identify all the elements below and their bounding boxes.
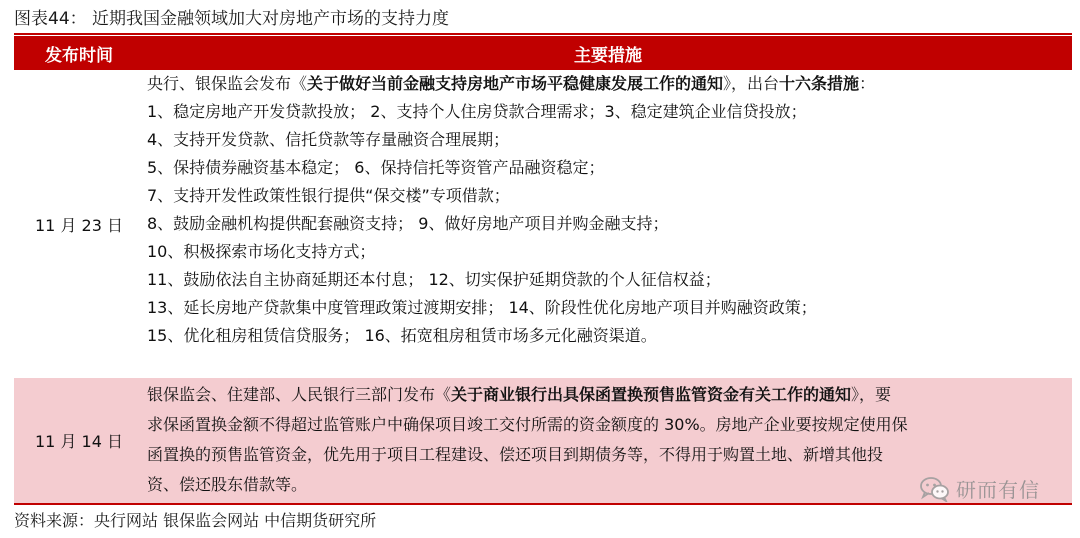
intro-text: 央行、银保监会发布《 bbox=[147, 74, 308, 93]
source-note: 资料来源：央行网站 银保监会网站 中信期货研究所 bbox=[14, 511, 377, 530]
measure-intro bbox=[147, 70, 1062, 98]
intro-text: 》，出台 bbox=[723, 74, 780, 93]
watermark bbox=[920, 474, 1040, 503]
figure-caption: 图表44： 近期我国金融领域加大对房地产市场的支持力度 bbox=[14, 9, 450, 29]
intro-text: 》，要 bbox=[851, 385, 892, 404]
wechat-icon bbox=[920, 476, 950, 502]
measure-item: 15、优化租房租赁信贷服务； 16、拓宽租房租赁市场多元化融资渠道。 bbox=[147, 326, 657, 345]
table-header bbox=[14, 36, 1072, 70]
header-date-column: 发布时间 bbox=[45, 45, 113, 66]
measure-item: 5、保持债券融资基本稳定； 6、保持信托等资管产品融资稳定； bbox=[147, 158, 605, 177]
measure-intro bbox=[147, 380, 1062, 410]
row-date: 11 月 23 日 bbox=[35, 215, 123, 235]
measure-item: 11、鼓励依法自主协商延期还本付息； 12、切实保护延期贷款的个人征信权益； bbox=[147, 270, 721, 289]
measure-item: 4、支持开发贷款、信托贷款等存量融资合理展期； bbox=[147, 130, 510, 149]
measure-item: 10、积极探索市场化支持方式； bbox=[147, 242, 376, 261]
measure-count: 十六条措施 bbox=[779, 74, 860, 93]
table-row bbox=[14, 378, 1072, 503]
bottom-rule bbox=[14, 503, 1072, 505]
intro-text: ： bbox=[859, 74, 876, 93]
intro-text: 银保监会、住建部、人民银行三部门发布《 bbox=[147, 385, 452, 404]
measure-text: 函置换的预售监管资金，优先用于项目工程建设、偿还项目到期债务等，不得用于购置土地、新增其他投 bbox=[147, 445, 884, 464]
header-measure-column: 主要措施 bbox=[574, 45, 642, 66]
measure-item: 8、鼓励金融机构提供配套融资支持； 9、做好房地产项目并购金融支持； bbox=[147, 214, 669, 233]
measure-item: 1、稳定房地产开发贷款投放； 2、支持个人住房贷款合理需求；3、稳定建筑企业信贷投放； bbox=[147, 102, 807, 121]
top-rule bbox=[14, 33, 1072, 35]
measure-item: 7、支持开发性政策性银行提供“保交楼”专项借款； bbox=[147, 186, 510, 205]
measure-text: 求保函置换金额不得超过监管账户中确保项目竣工交付所需的资金额度的 30%。房地产企业要按规定使用保 bbox=[147, 415, 908, 434]
measure-item: 13、延长房地产贷款集中度管理政策过渡期安排； 14、阶段性优化房地产项目并购融资政策； bbox=[147, 298, 817, 317]
table-row bbox=[14, 70, 1072, 378]
notice-title: 关于做好当前金融支持房地产市场平稳健康发展工作的通知 bbox=[307, 74, 724, 93]
watermark-text: 研而有信 bbox=[956, 478, 1040, 502]
notice-title: 关于商业银行出具保函置换预售监管资金有关工作的通知 bbox=[451, 385, 852, 404]
measure-text: 资、偿还股东借款等。 bbox=[147, 475, 308, 494]
row-measures bbox=[144, 70, 1072, 378]
row-date: 11 月 14 日 bbox=[35, 432, 123, 451]
